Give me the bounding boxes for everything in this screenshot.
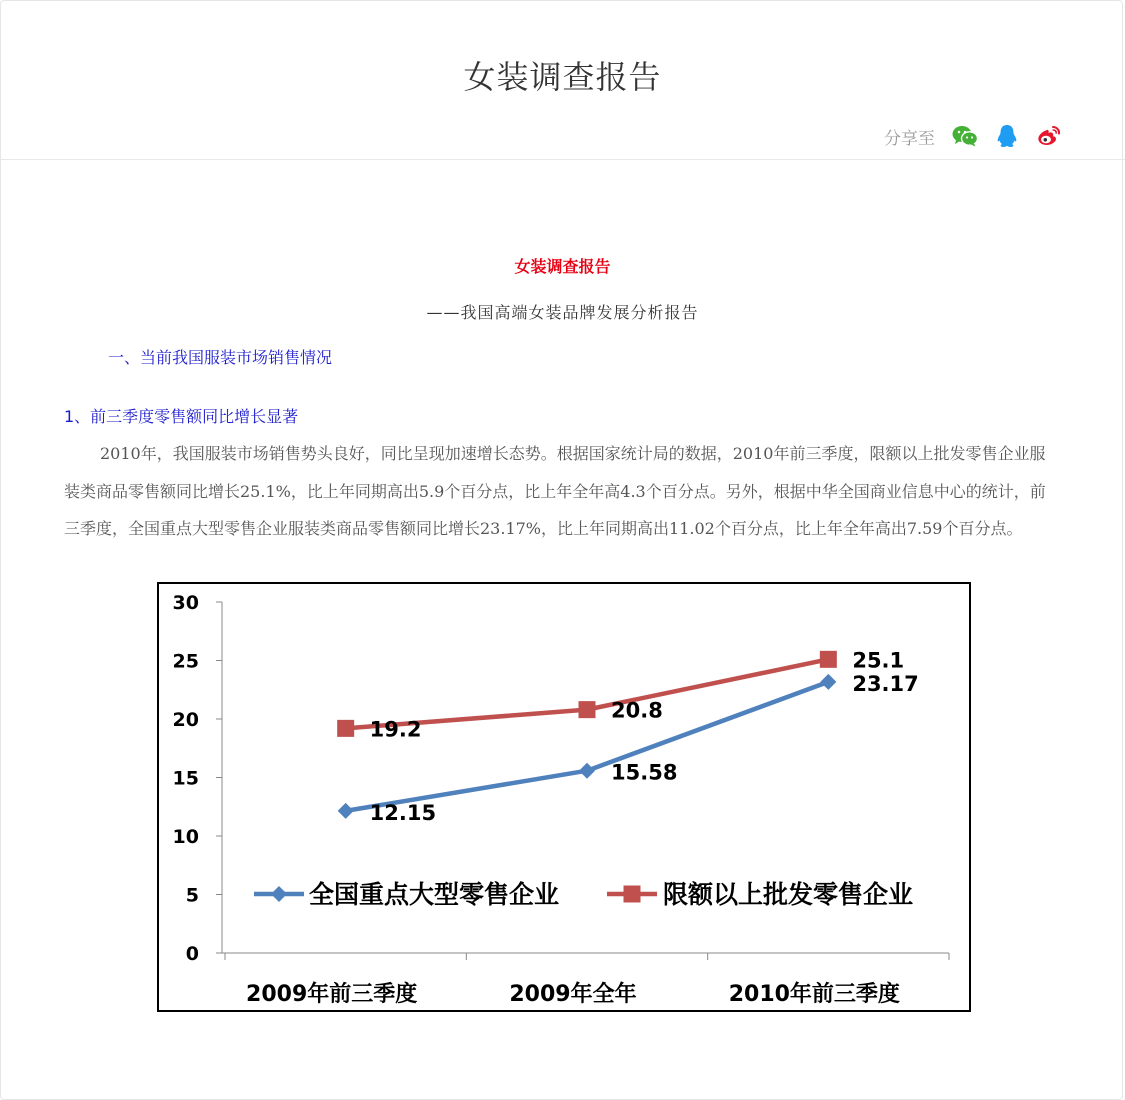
page-title: 女装调查报告 — [463, 58, 662, 96]
data-label: 19.2 — [369, 717, 422, 742]
x-category-label: 2009年前三季度 — [246, 982, 418, 1007]
x-category-label: 2010年前三季度 — [728, 982, 900, 1007]
legend-label: 全国重点大型零售企业 — [309, 880, 560, 909]
y-tick-label: 20 — [172, 709, 199, 731]
weibo-icon — [1036, 124, 1062, 148]
share-qq-button[interactable] — [993, 122, 1021, 150]
data-point-square — [579, 701, 596, 718]
document-subtitle: ——我国高端女装品牌发展分析报告 — [426, 303, 699, 322]
data-point-diamond — [820, 674, 836, 690]
legend-marker — [624, 886, 641, 903]
document-title: 女装调查报告 — [514, 257, 611, 276]
y-tick-label: 10 — [172, 826, 199, 848]
data-label: 12.15 — [369, 800, 437, 825]
legend-marker — [271, 886, 287, 902]
data-point-diamond — [338, 803, 354, 819]
qq-icon — [996, 124, 1018, 148]
y-tick-label: 30 — [172, 592, 199, 614]
x-category-label: 2009年全年 — [509, 982, 637, 1007]
data-point-square — [337, 720, 354, 737]
data-label: 25.1 — [852, 648, 905, 673]
share-bar — [884, 120, 1063, 152]
y-tick-label: 15 — [172, 767, 199, 790]
legend-label: 限额以上批发零售企业 — [663, 880, 914, 909]
y-tick-label: 0 — [185, 943, 199, 965]
line-chart — [157, 582, 971, 1012]
data-label: 15.58 — [611, 760, 678, 785]
y-tick-label: 25 — [172, 650, 199, 673]
chart-canvas — [159, 584, 969, 1010]
y-tick-label: 5 — [185, 884, 199, 907]
share-weibo-button[interactable] — [1035, 122, 1063, 150]
data-label: 20.8 — [611, 698, 663, 723]
data-label: 23.17 — [852, 671, 919, 696]
wechat-icon — [952, 125, 978, 147]
page-header — [0, 0, 1125, 160]
section-heading: 一、当前我国服装市场销售情况 — [108, 348, 333, 367]
data-point-square — [820, 651, 837, 668]
share-label: 分享至 — [884, 128, 935, 149]
body-paragraph: 2010年，我国服装市场销售势头良好，同比呈现加速增长态势。根据国家统计局的数据，2010年前三季度，限额以上批发零售企业服装类商品零售额同比增长25.1%，比上年同期高出5.9个百分点，比上年全年高4.3个百分点。另外，根据中华全国商业信息中心的统计，前三季度，全国重点大型零售企业服装类商品零售额同比增长23.17%，比上年同期高出11.02个百分点，比上年全年高出7.59个百分点。 — [64, 444, 1046, 538]
subsection-heading: 1、前三季度零售额同比增长显著 — [64, 407, 299, 426]
data-point-diamond — [579, 763, 595, 779]
share-wechat-button[interactable] — [951, 122, 979, 150]
